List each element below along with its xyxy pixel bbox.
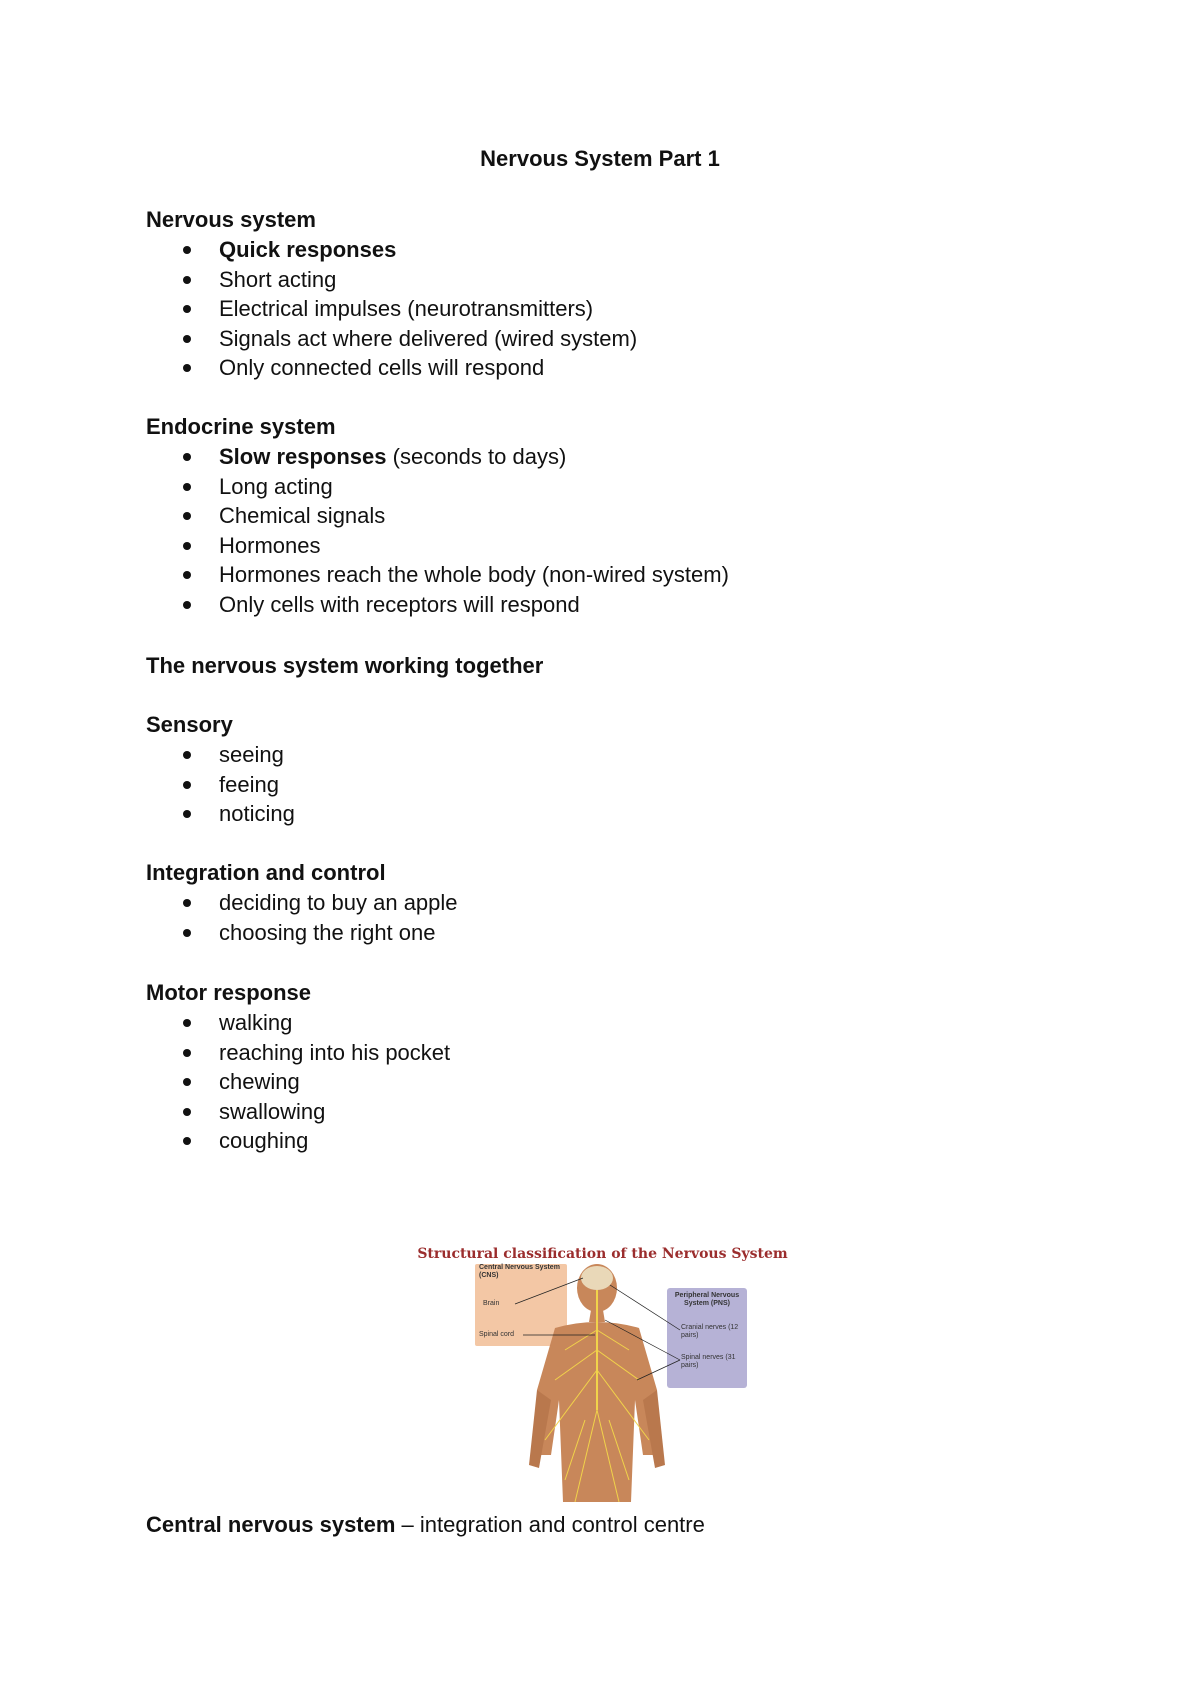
list-item: deciding to buy an apple [146, 888, 1046, 918]
list-item: Signals act where delivered (wired system) [146, 324, 1046, 354]
list-item: Chemical signals [146, 501, 1046, 531]
brain-label: Brain [483, 1300, 500, 1307]
bullet-list [146, 740, 1046, 829]
cns-box-label: Central Nervous System (CNS) [479, 1264, 560, 1279]
list-item: swallowing [146, 1097, 1046, 1127]
anatomy-illustration [405, 1240, 800, 1502]
section-integration-control [146, 858, 1046, 947]
section-heading: Integration and control [146, 860, 386, 885]
list-item: coughing [146, 1126, 1046, 1156]
section-heading: The nervous system working together [146, 653, 544, 678]
list-item: Short acting [146, 265, 1046, 295]
list-item: Only connected cells will respond [146, 353, 1046, 383]
spinal-cord-label: Spinal cord [479, 1331, 515, 1338]
list-item: Long acting [146, 472, 1046, 502]
list-item: Quick responses [146, 235, 1046, 265]
section-endocrine-system [146, 412, 1046, 619]
section-heading: Endocrine system [146, 414, 336, 439]
list-item: Hormones reach the whole body (non-wired system) [146, 560, 1046, 590]
list-item: walking [146, 1008, 1046, 1038]
section-nervous-system [146, 205, 1046, 383]
section-heading: Motor response [146, 980, 312, 1005]
list-item: chewing [146, 1067, 1046, 1097]
list-item: choosing the right one [146, 918, 1046, 948]
section-heading: Sensory [146, 712, 233, 737]
bullet-list [146, 235, 1046, 383]
list-item: seeing [146, 740, 1046, 770]
section-central-nervous-system [146, 1510, 1046, 1540]
list-item: feeing [146, 770, 1046, 800]
section-working-together [146, 651, 1046, 681]
list-item: Slow responses (seconds to days) [146, 442, 1046, 472]
cranial-nerves-label: Cranial nerves (12 pairs) [681, 1324, 739, 1339]
pns-box-label: Peripheral Nervous System (PNS) [674, 1292, 740, 1307]
bullet-list [146, 442, 1046, 619]
section-heading: Central nervous system – integration and control centre [146, 1512, 705, 1537]
section-sensory [146, 710, 1046, 829]
document-title: Nervous System Part 1 [480, 146, 720, 171]
nervous-system-figure [405, 1240, 800, 1502]
list-item: Hormones [146, 531, 1046, 561]
list-item: reaching into his pocket [146, 1038, 1046, 1068]
section-heading: Nervous system [146, 207, 316, 232]
spinal-nerves-label: Spinal nerves (31 pairs) [681, 1354, 736, 1369]
figure-title: Structural classification of the Nervous System [417, 1246, 788, 1262]
bullet-list [146, 888, 1046, 947]
list-item: noticing [146, 799, 1046, 829]
section-motor-response [146, 978, 1046, 1156]
list-item: Electrical impulses (neurotransmitters) [146, 294, 1046, 324]
bullet-list [146, 1008, 1046, 1156]
list-item: Only cells with receptors will respond [146, 590, 1046, 620]
